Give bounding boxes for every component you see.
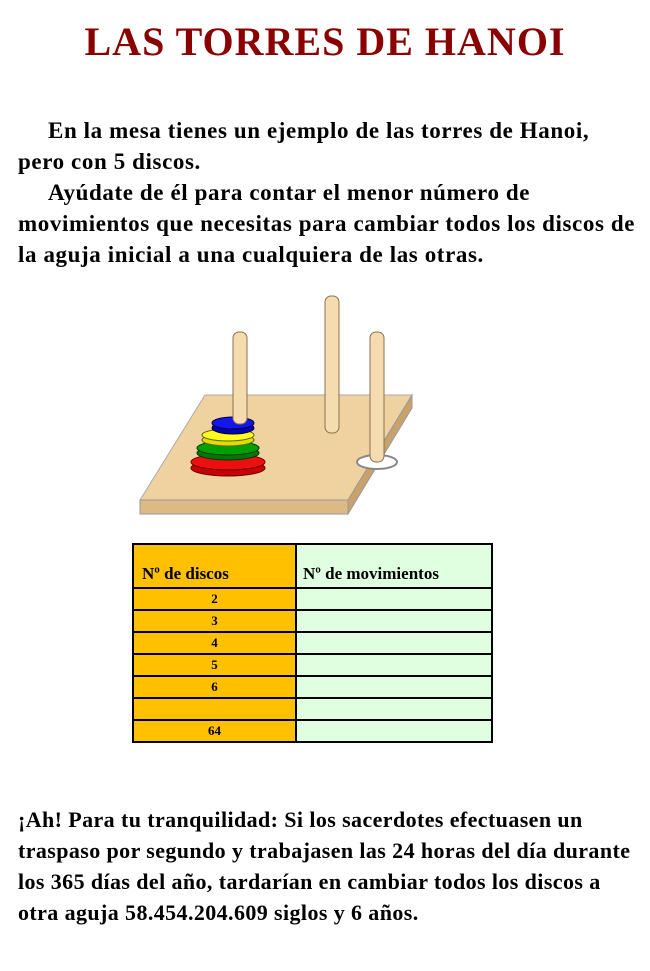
table-row <box>133 610 492 632</box>
discs-cell <box>133 698 296 720</box>
discs-cell: 6 <box>133 676 296 698</box>
table-row-ellipsis <box>133 698 492 720</box>
table-row <box>133 720 492 742</box>
peg-2 <box>325 296 339 433</box>
intro-paragraph-2: Ayúdate de él para contar el menor número de movimientos que necesitas para cambiar todos los discos de la aguja inicial a una cualquiera de las otras. <box>18 180 636 267</box>
table-header-row <box>133 544 492 588</box>
moves-cell[interactable] <box>296 588 492 610</box>
page-title: LAS TORRES DE HANOI <box>84 19 566 64</box>
moves-table <box>132 543 493 743</box>
header-moves: Nº de movimientos <box>296 544 492 588</box>
peg-3 <box>370 332 384 462</box>
intro-text <box>18 115 638 270</box>
moves-cell[interactable] <box>296 654 492 676</box>
table-row <box>133 588 492 610</box>
intro-paragraph-1: En la mesa tienes un ejemplo de las torres de Hanoi, pero con 5 discos. <box>18 118 590 174</box>
board-front <box>140 500 348 514</box>
moves-cell[interactable] <box>296 720 492 742</box>
moves-cell[interactable] <box>296 676 492 698</box>
moves-cell[interactable] <box>296 632 492 654</box>
table-row <box>133 632 492 654</box>
hanoi-towers-illustration <box>130 290 430 520</box>
peg-1 <box>233 332 247 424</box>
discs-cell: 5 <box>133 654 296 676</box>
table-row <box>133 676 492 698</box>
discs-cell: 3 <box>133 610 296 632</box>
header-discs: Nº de discos <box>133 544 296 588</box>
discs-cell: 2 <box>133 588 296 610</box>
discs-cell: 64 <box>133 720 296 742</box>
moves-cell[interactable] <box>296 698 492 720</box>
outro-text: ¡Ah! Para tu tranquilidad: Si los sacerdotes efectuasen un traspaso por segundo y trabajasen las 24 horas del día durante los 365 días del año, tardarían en cambiar todos los discos a otra aguja 58.454.204.609 siglos y 6 años. <box>18 807 631 925</box>
table-row <box>133 654 492 676</box>
moves-cell[interactable] <box>296 610 492 632</box>
discs-cell: 4 <box>133 632 296 654</box>
